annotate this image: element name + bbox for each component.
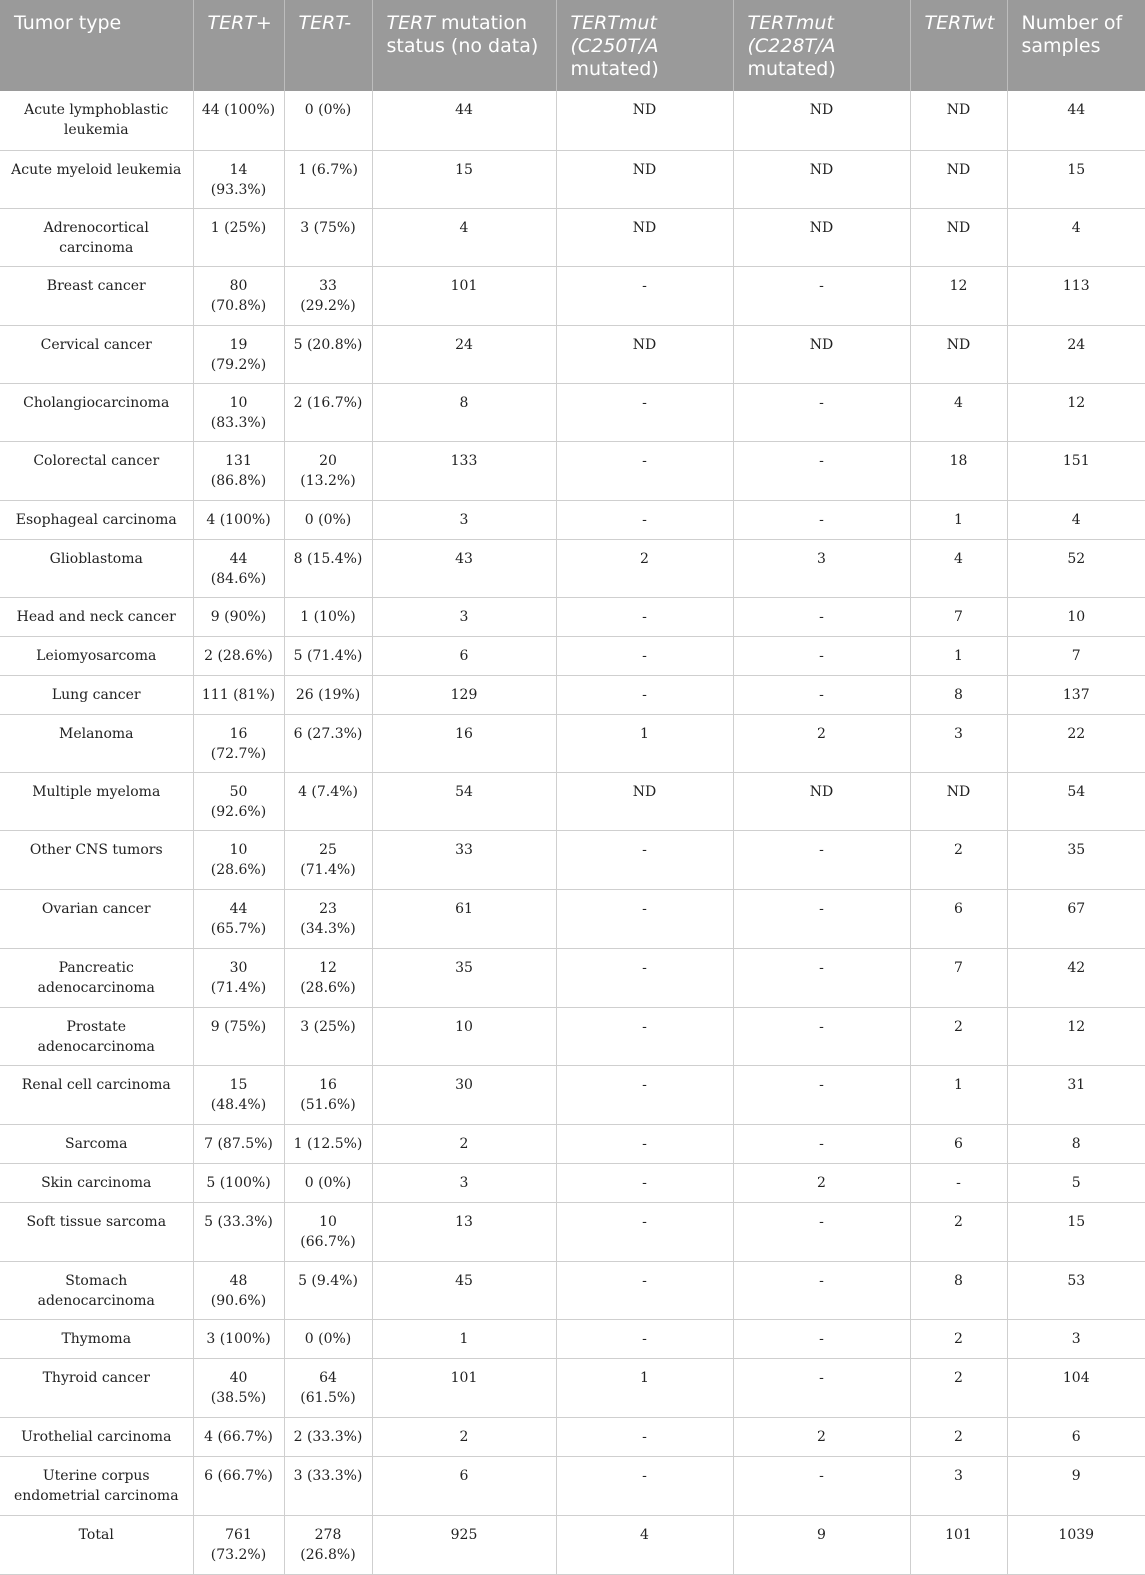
cell-c228t: - [733,1124,910,1163]
header-tert-positive: TERT+ [193,0,284,91]
cell-tumor-type: Multiple myeloma [0,772,193,830]
cell-no-data: 44 [372,91,556,150]
cell-c250t: 2 [556,539,733,597]
table-row [0,1417,1145,1456]
cell-no-data: 61 [372,889,556,948]
cell-c250t: 1 [556,714,733,772]
cell-c228t: ND [733,150,910,208]
cell-c250t: - [556,383,733,441]
cell-c228t: - [733,1202,910,1261]
cell-tert-positive: 44 (84.6%) [193,539,284,597]
cell-c250t: - [556,266,733,325]
cell-tumor-type: Thyroid cancer [0,1358,193,1417]
cell-tert-negative: 5 (20.8%) [284,325,372,383]
table-row [0,1065,1145,1124]
cell-tumor-type: Leiomyosarcoma [0,636,193,675]
cell-c228t: - [733,1007,910,1065]
table-row [0,948,1145,1007]
cell-samples: 151 [1007,441,1145,500]
header-tertwt: TERTwt [910,0,1007,91]
cell-tert-negative: 64 (61.5%) [284,1358,372,1417]
cell-tert-negative: 2 (33.3%) [284,1417,372,1456]
cell-c228t: - [733,948,910,1007]
cell-tert-negative: 0 (0%) [284,1163,372,1202]
cell-tert-negative: 0 (0%) [284,91,372,150]
cell-c250t: - [556,1007,733,1065]
cell-samples: 12 [1007,1007,1145,1065]
cell-no-data: 101 [372,266,556,325]
cell-tertwt: 1 [910,1065,1007,1124]
cell-c250t: 1 [556,1358,733,1417]
cell-c228t: - [733,675,910,714]
cell-no-data: 8 [372,383,556,441]
cell-tumor-type: Skin carcinoma [0,1163,193,1202]
cell-samples: 7 [1007,636,1145,675]
cell-tert-positive: 16 (72.7%) [193,714,284,772]
header-number-of-samples: Number of samples [1007,0,1145,91]
cell-tert-negative: 1 (12.5%) [284,1124,372,1163]
cell-samples: 24 [1007,325,1145,383]
cell-tertwt: 2 [910,830,1007,889]
table-row [0,266,1145,325]
cell-c250t: - [556,1319,733,1358]
cell-no-data: 1 [372,1319,556,1358]
cell-samples: 9 [1007,1456,1145,1515]
cell-tertwt: ND [910,91,1007,150]
table-row [0,441,1145,500]
table-row [0,636,1145,675]
cell-c250t: - [556,948,733,1007]
table-row [0,1358,1145,1417]
cell-tertwt: 101 [910,1515,1007,1574]
cell-tertwt: 6 [910,1124,1007,1163]
total-row [0,1515,1145,1574]
cell-tert-negative: 20 (13.2%) [284,441,372,500]
cell-samples: 22 [1007,714,1145,772]
cell-tertwt: 7 [910,948,1007,1007]
cell-tert-negative: 25 (71.4%) [284,830,372,889]
cell-tertwt: 3 [910,714,1007,772]
cell-tertwt: ND [910,208,1007,266]
cell-samples: 12 [1007,383,1145,441]
cell-c228t: - [733,383,910,441]
cell-tertwt: 2 [910,1358,1007,1417]
cell-tertwt: 4 [910,539,1007,597]
cell-c250t: - [556,1417,733,1456]
cell-samples: 10 [1007,597,1145,636]
cell-tert-negative: 12 (28.6%) [284,948,372,1007]
cell-tumor-type: Pancreatic adenocarcinoma [0,948,193,1007]
header-tertmut-c228t: TERTmut (C228T/A mutated) [733,0,910,91]
cell-no-data: 6 [372,1456,556,1515]
cell-samples: 4 [1007,500,1145,539]
cell-tert-positive: 10 (83.3%) [193,383,284,441]
cell-tert-negative: 4 (7.4%) [284,772,372,830]
cell-no-data: 925 [372,1515,556,1574]
cell-tumor-type: Soft tissue sarcoma [0,1202,193,1261]
cell-c250t: - [556,1456,733,1515]
cell-tertwt: 8 [910,1261,1007,1319]
table-row [0,889,1145,948]
cell-samples: 6 [1007,1417,1145,1456]
table-row [0,1124,1145,1163]
cell-tert-positive: 5 (100%) [193,1163,284,1202]
table-row [0,772,1145,830]
table-row [0,325,1145,383]
cell-tumor-type: Esophageal carcinoma [0,500,193,539]
cell-samples: 54 [1007,772,1145,830]
cell-no-data: 133 [372,441,556,500]
cell-tert-negative: 1 (10%) [284,597,372,636]
cell-tert-positive: 761 (73.2%) [193,1515,284,1574]
cell-no-data: 13 [372,1202,556,1261]
cell-no-data: 3 [372,1163,556,1202]
cell-tert-negative: 16 (51.6%) [284,1065,372,1124]
table-row [0,675,1145,714]
cell-tumor-type: Ovarian cancer [0,889,193,948]
cell-tert-positive: 80 (70.8%) [193,266,284,325]
cell-c228t: - [733,1456,910,1515]
cell-c250t: ND [556,208,733,266]
cell-tert-negative: 6 (27.3%) [284,714,372,772]
cell-tert-negative: 26 (19%) [284,675,372,714]
cell-samples: 3 [1007,1319,1145,1358]
cell-tert-positive: 6 (66.7%) [193,1456,284,1515]
cell-tertwt: 6 [910,889,1007,948]
cell-tertwt: - [910,1163,1007,1202]
cell-tert-positive: 40 (38.5%) [193,1358,284,1417]
table-row [0,150,1145,208]
cell-c250t: - [556,1163,733,1202]
cell-samples: 1039 [1007,1515,1145,1574]
cell-tumor-type: Thymoma [0,1319,193,1358]
cell-tert-positive: 3 (100%) [193,1319,284,1358]
cell-no-data: 30 [372,1065,556,1124]
cell-no-data: 10 [372,1007,556,1065]
cell-samples: 67 [1007,889,1145,948]
cell-tertwt: 7 [910,597,1007,636]
cell-c228t: - [733,1065,910,1124]
cell-tumor-type: Melanoma [0,714,193,772]
table-row [0,500,1145,539]
cell-samples: 137 [1007,675,1145,714]
cell-c228t: ND [733,91,910,150]
cell-samples: 8 [1007,1124,1145,1163]
cell-samples: 52 [1007,539,1145,597]
cell-c250t: - [556,830,733,889]
cell-samples: 42 [1007,948,1145,1007]
cell-tumor-type: Glioblastoma [0,539,193,597]
cell-tert-positive: 30 (71.4%) [193,948,284,1007]
cell-c228t: 3 [733,539,910,597]
table-row [0,383,1145,441]
cell-c250t: - [556,1261,733,1319]
cell-c228t: 2 [733,714,910,772]
cell-c250t: - [556,441,733,500]
cell-tert-negative: 5 (9.4%) [284,1261,372,1319]
table-row [0,1163,1145,1202]
table-body [0,91,1145,1574]
cell-no-data: 24 [372,325,556,383]
cell-no-data: 16 [372,714,556,772]
cell-c228t: - [733,636,910,675]
cell-tert-negative: 0 (0%) [284,500,372,539]
cell-tertwt: 1 [910,500,1007,539]
cell-tumor-type: Cervical cancer [0,325,193,383]
cell-tertwt: ND [910,772,1007,830]
cell-c250t: ND [556,325,733,383]
cell-tert-positive: 131 (86.8%) [193,441,284,500]
cell-samples: 15 [1007,150,1145,208]
cell-c250t: - [556,1124,733,1163]
cell-tertwt: 12 [910,266,1007,325]
cell-tert-negative: 1 (6.7%) [284,150,372,208]
cell-tertwt: 8 [910,675,1007,714]
cell-tert-positive: 9 (75%) [193,1007,284,1065]
cell-tert-negative: 2 (16.7%) [284,383,372,441]
cell-c228t: ND [733,325,910,383]
cell-samples: 113 [1007,266,1145,325]
cell-c228t: - [733,597,910,636]
cell-c250t: - [556,500,733,539]
cell-tert-positive: 19 (79.2%) [193,325,284,383]
cell-c228t: - [733,1319,910,1358]
header-tertmut-c250t: TERTmut (C250T/A mutated) [556,0,733,91]
cell-tumor-type: Total [0,1515,193,1574]
cell-tert-positive: 50 (92.6%) [193,772,284,830]
table-row [0,1261,1145,1319]
cell-no-data: 33 [372,830,556,889]
cell-c250t: ND [556,150,733,208]
cell-tertwt: ND [910,150,1007,208]
table-row [0,597,1145,636]
cell-c228t: - [733,889,910,948]
cell-no-data: 2 [372,1417,556,1456]
cell-tert-positive: 44 (100%) [193,91,284,150]
header-tert-negative: TERT- [284,0,372,91]
cell-tumor-type: Cholangiocarcinoma [0,383,193,441]
cell-no-data: 3 [372,500,556,539]
cell-tert-negative: 3 (25%) [284,1007,372,1065]
cell-no-data: 3 [372,597,556,636]
cell-tert-negative: 23 (34.3%) [284,889,372,948]
cell-c228t: - [733,830,910,889]
cell-tertwt: 2 [910,1202,1007,1261]
cell-tert-positive: 14 (93.3%) [193,150,284,208]
cell-c250t: - [556,1065,733,1124]
cell-c250t: - [556,597,733,636]
cell-tumor-type: Stomach adenocarcinoma [0,1261,193,1319]
cell-tumor-type: Uterine corpus endometrial carcinoma [0,1456,193,1515]
table-row [0,91,1145,150]
cell-c250t: - [556,675,733,714]
cell-tert-negative: 8 (15.4%) [284,539,372,597]
cell-tumor-type: Adrenocortical carcinoma [0,208,193,266]
cell-tert-positive: 44 (65.7%) [193,889,284,948]
cell-tumor-type: Breast cancer [0,266,193,325]
cell-samples: 5 [1007,1163,1145,1202]
cell-tertwt: 2 [910,1417,1007,1456]
cell-tert-negative: 3 (75%) [284,208,372,266]
cell-c228t: - [733,1261,910,1319]
cell-c250t: 4 [556,1515,733,1574]
cell-no-data: 43 [372,539,556,597]
cell-no-data: 101 [372,1358,556,1417]
cell-no-data: 15 [372,150,556,208]
cell-no-data: 35 [372,948,556,1007]
cell-samples: 35 [1007,830,1145,889]
table-row [0,1202,1145,1261]
cell-c228t: - [733,441,910,500]
cell-tertwt: 2 [910,1007,1007,1065]
cell-samples: 15 [1007,1202,1145,1261]
cell-samples: 53 [1007,1261,1145,1319]
cell-tumor-type: Prostate adenocarcinoma [0,1007,193,1065]
cell-tert-negative: 3 (33.3%) [284,1456,372,1515]
header-tumor-type: Tumor type [0,0,193,91]
cell-tert-negative: 5 (71.4%) [284,636,372,675]
cell-c228t: 2 [733,1163,910,1202]
cell-c228t: 2 [733,1417,910,1456]
table-row [0,1319,1145,1358]
cell-c228t: 9 [733,1515,910,1574]
cell-tumor-type: Renal cell carcinoma [0,1065,193,1124]
cell-tumor-type: Sarcoma [0,1124,193,1163]
cell-tumor-type: Colorectal cancer [0,441,193,500]
cell-no-data: 45 [372,1261,556,1319]
cell-c228t: - [733,1358,910,1417]
cell-tumor-type: Acute myeloid leukemia [0,150,193,208]
cell-no-data: 54 [372,772,556,830]
cell-tert-positive: 9 (90%) [193,597,284,636]
cell-tumor-type: Lung cancer [0,675,193,714]
cell-samples: 4 [1007,208,1145,266]
cell-tert-negative: 33 (29.2%) [284,266,372,325]
table-row [0,1456,1145,1515]
cell-no-data: 4 [372,208,556,266]
table-row [0,539,1145,597]
table-row [0,714,1145,772]
cell-samples: 31 [1007,1065,1145,1124]
cell-tertwt: ND [910,325,1007,383]
cell-tertwt: 3 [910,1456,1007,1515]
cell-tertwt: 4 [910,383,1007,441]
cell-tert-positive: 10 (28.6%) [193,830,284,889]
cell-c228t: - [733,266,910,325]
header-tert-mutation-no-data: TERT mutation status (no data) [372,0,556,91]
header-row [0,0,1145,91]
cell-tumor-type: Acute lymphoblastic leukemia [0,91,193,150]
cell-samples: 44 [1007,91,1145,150]
cell-c228t: - [733,500,910,539]
table-header [0,0,1145,91]
cell-tert-negative: 278 (26.8%) [284,1515,372,1574]
cell-tert-positive: 2 (28.6%) [193,636,284,675]
cell-c250t: - [556,1202,733,1261]
cell-tumor-type: Urothelial carcinoma [0,1417,193,1456]
cell-c228t: ND [733,208,910,266]
cell-tert-positive: 4 (100%) [193,500,284,539]
cell-tumor-type: Head and neck cancer [0,597,193,636]
cell-c250t: - [556,636,733,675]
table-row [0,830,1145,889]
cell-tert-negative: 0 (0%) [284,1319,372,1358]
cell-no-data: 2 [372,1124,556,1163]
cell-c250t: - [556,889,733,948]
cell-tert-positive: 111 (81%) [193,675,284,714]
cell-tert-positive: 7 (87.5%) [193,1124,284,1163]
cell-tert-positive: 4 (66.7%) [193,1417,284,1456]
cell-tert-positive: 48 (90.6%) [193,1261,284,1319]
cell-c228t: ND [733,772,910,830]
cell-c250t: ND [556,772,733,830]
cell-no-data: 129 [372,675,556,714]
cell-tertwt: 18 [910,441,1007,500]
cell-tertwt: 2 [910,1319,1007,1358]
cell-c250t: ND [556,91,733,150]
cell-tert-positive: 5 (33.3%) [193,1202,284,1261]
cell-tert-positive: 15 (48.4%) [193,1065,284,1124]
table-row [0,1007,1145,1065]
cell-tertwt: 1 [910,636,1007,675]
cell-tert-positive: 1 (25%) [193,208,284,266]
cell-no-data: 6 [372,636,556,675]
cell-tumor-type: Other CNS tumors [0,830,193,889]
cell-tert-negative: 10 (66.7%) [284,1202,372,1261]
cell-samples: 104 [1007,1358,1145,1417]
table-row [0,208,1145,266]
